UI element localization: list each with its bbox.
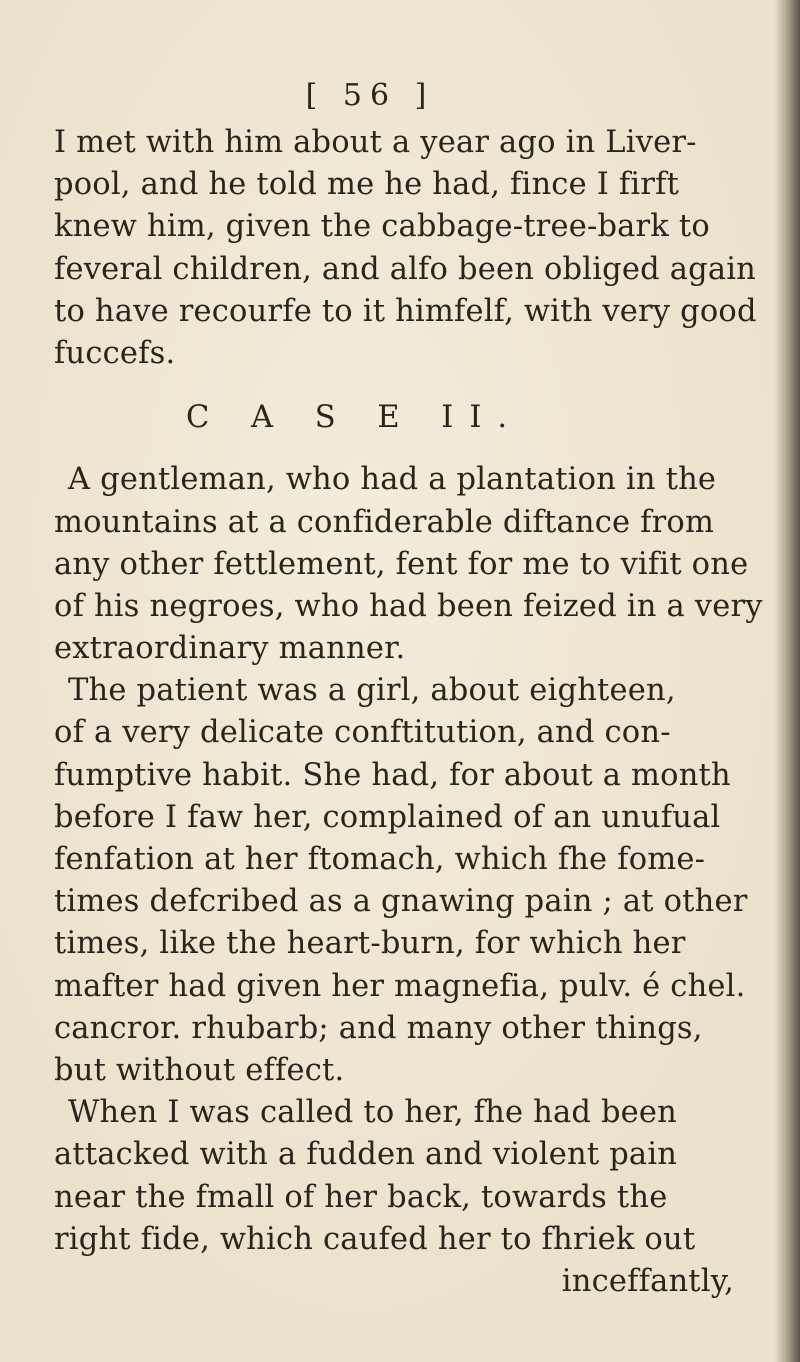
text-line: before I faw her, complained of an unufual — [54, 799, 721, 835]
paragraph-case-1 — [54, 459, 763, 670]
text-line: pool, and he told me he had, fince I firft — [54, 167, 680, 203]
text-line: I met with him about a year ago in Liver- — [54, 125, 697, 160]
text-line: When I was called to her, fhe had been — [68, 1095, 678, 1131]
catchword: inceffantly, — [561, 1263, 734, 1299]
paragraph-case-3 — [54, 1092, 754, 1261]
text-line: mountains at a confiderable diftance from — [54, 504, 715, 540]
paragraph-case-2 — [54, 670, 754, 1092]
text-line: A gentleman, who had a plantation in the — [68, 462, 717, 498]
text-line: fuccefs. — [54, 335, 176, 371]
text-line: to have recourfe to it himfelf, with very good — [54, 293, 757, 329]
text-line: knew him, given the cabbage-tree-bark to — [54, 209, 710, 245]
text-line: mafter had given her magnefia, pulv. é chel. — [54, 968, 746, 1004]
page-number-header: [ 56 ] — [305, 78, 435, 113]
text-line: of a very delicate conftitution, and con- — [54, 715, 671, 751]
text-line: The patient was a girl, about eighteen, — [68, 673, 676, 709]
text-line: fenfation at her ftomach, which fhe fome- — [54, 842, 706, 877]
text-line: cancror. rhubarb; and many other things, — [54, 1010, 703, 1046]
text-line: times defcribed as a gnawing pain ; at other — [54, 884, 748, 920]
text-line: any other fettlement, fent for me to vifit one — [54, 546, 749, 582]
page-body — [54, 122, 763, 1303]
text-line: near the fmall of her back, towards the — [54, 1179, 668, 1215]
text-line: of his negroes, who had been feized in a very — [54, 588, 763, 624]
text-line: right fide, which caufed her to fhriek out — [54, 1221, 696, 1257]
page-edge-shadow — [774, 0, 800, 1362]
paragraph-intro — [54, 122, 757, 375]
text-line: attacked with a fudden and violent pain — [54, 1137, 678, 1173]
text-line: but without effect. — [54, 1052, 345, 1088]
text-line: fumptive habit. She had, for about a month — [54, 757, 731, 793]
text-line: extraordinary manner. — [54, 631, 406, 667]
text-line: times, like the heart-burn, for which her — [54, 926, 686, 962]
case-heading: C A S E II. — [186, 400, 524, 436]
text-line: feveral children, and alfo been obliged again — [54, 251, 757, 287]
